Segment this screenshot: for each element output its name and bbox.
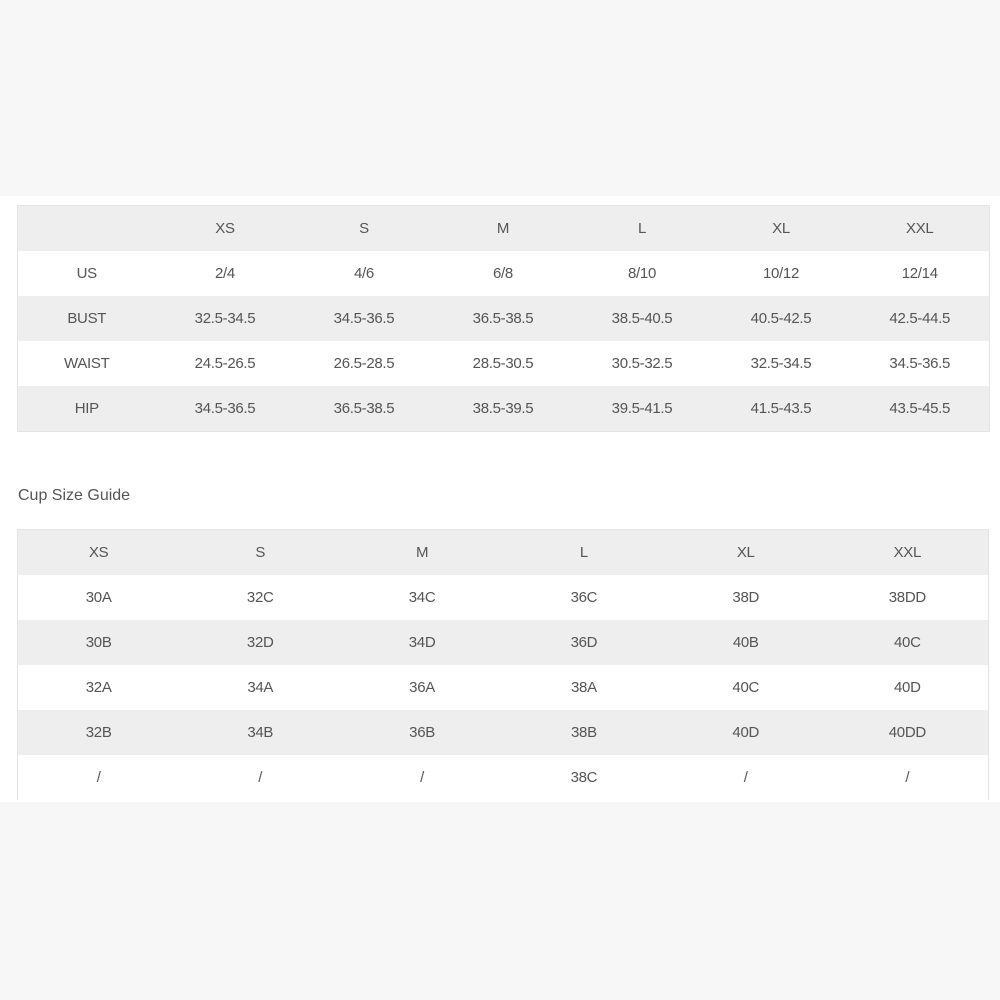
table-cell: 38D: [665, 575, 827, 620]
table-row: [18, 575, 989, 620]
table-row: [18, 620, 989, 665]
row-label: HIP: [18, 386, 156, 432]
table-row: [18, 386, 990, 432]
table-cell: 34.5-36.5: [156, 386, 295, 432]
table-row: [18, 755, 989, 800]
table-cell: /: [665, 755, 827, 800]
table-cell: 30A: [18, 575, 180, 620]
table-row: [18, 710, 989, 755]
table-cell: 36C: [503, 575, 665, 620]
table-cell: 32A: [18, 665, 180, 710]
table-cell: 39.5-41.5: [573, 386, 712, 432]
table-cell: 40D: [827, 665, 989, 710]
row-label: BUST: [18, 296, 156, 341]
cup-table-header-row: [18, 530, 989, 576]
table-header-cell: [18, 206, 156, 252]
table-header-cell: M: [434, 206, 573, 252]
table-cell: 4/6: [295, 251, 434, 296]
table-row: [18, 251, 990, 296]
table-cell: 38C: [503, 755, 665, 800]
table-cell: 38B: [503, 710, 665, 755]
cup-size-guide-title: Cup Size Guide: [18, 487, 131, 504]
table-cell: 38.5-39.5: [434, 386, 573, 432]
table-row: [18, 341, 990, 386]
size-guide-content: [0, 196, 1000, 802]
table-cell: 34D: [341, 620, 503, 665]
row-label: US: [18, 251, 156, 296]
table-cell: 34B: [179, 710, 341, 755]
table-cell: 38DD: [827, 575, 989, 620]
table-cell: 40DD: [827, 710, 989, 755]
table-cell: 38.5-40.5: [573, 296, 712, 341]
table-cell: 40D: [665, 710, 827, 755]
table-cell: 32.5-34.5: [156, 296, 295, 341]
table-header-cell: XXL: [851, 206, 990, 252]
table-cell: 40C: [827, 620, 989, 665]
table-cell: 30.5-32.5: [573, 341, 712, 386]
table-header-cell: L: [503, 530, 665, 576]
table-header-cell: L: [573, 206, 712, 252]
table-cell: 34.5-36.5: [295, 296, 434, 341]
table-cell: 32D: [179, 620, 341, 665]
table-cell: 2/4: [156, 251, 295, 296]
table-cell: 8/10: [573, 251, 712, 296]
table-header-cell: S: [179, 530, 341, 576]
table-cell: /: [179, 755, 341, 800]
table-cell: 32.5-34.5: [712, 341, 851, 386]
table-header-cell: XXL: [827, 530, 989, 576]
table-cell: 36D: [503, 620, 665, 665]
table-cell: 40C: [665, 665, 827, 710]
table-cell: 36.5-38.5: [434, 296, 573, 341]
table-cell: 38A: [503, 665, 665, 710]
table-cell: 36.5-38.5: [295, 386, 434, 432]
table-row: [18, 665, 989, 710]
table-cell: /: [827, 755, 989, 800]
table-cell: 40B: [665, 620, 827, 665]
table-header-cell: S: [295, 206, 434, 252]
cup-size-table: [17, 529, 989, 800]
table-cell: 36A: [341, 665, 503, 710]
table-cell: 34.5-36.5: [851, 341, 990, 386]
table-cell: 30B: [18, 620, 180, 665]
size-chart-header-row: [18, 206, 990, 252]
table-cell: /: [341, 755, 503, 800]
table-cell: 10/12: [712, 251, 851, 296]
table-cell: 32C: [179, 575, 341, 620]
table-cell: 42.5-44.5: [851, 296, 990, 341]
table-cell: 34A: [179, 665, 341, 710]
row-label: WAIST: [18, 341, 156, 386]
table-cell: 32B: [18, 710, 180, 755]
table-row: [18, 296, 990, 341]
table-header-cell: XL: [665, 530, 827, 576]
table-cell: 41.5-43.5: [712, 386, 851, 432]
size-chart-table: [17, 205, 990, 432]
table-cell: 43.5-45.5: [851, 386, 990, 432]
table-cell: /: [18, 755, 180, 800]
table-cell: 6/8: [434, 251, 573, 296]
table-cell: 24.5-26.5: [156, 341, 295, 386]
table-header-cell: XL: [712, 206, 851, 252]
table-cell: 34C: [341, 575, 503, 620]
table-header-cell: M: [341, 530, 503, 576]
table-header-cell: XS: [18, 530, 180, 576]
table-cell: 40.5-42.5: [712, 296, 851, 341]
table-cell: 12/14: [851, 251, 990, 296]
table-cell: 28.5-30.5: [434, 341, 573, 386]
table-cell: 26.5-28.5: [295, 341, 434, 386]
table-cell: 36B: [341, 710, 503, 755]
table-header-cell: XS: [156, 206, 295, 252]
